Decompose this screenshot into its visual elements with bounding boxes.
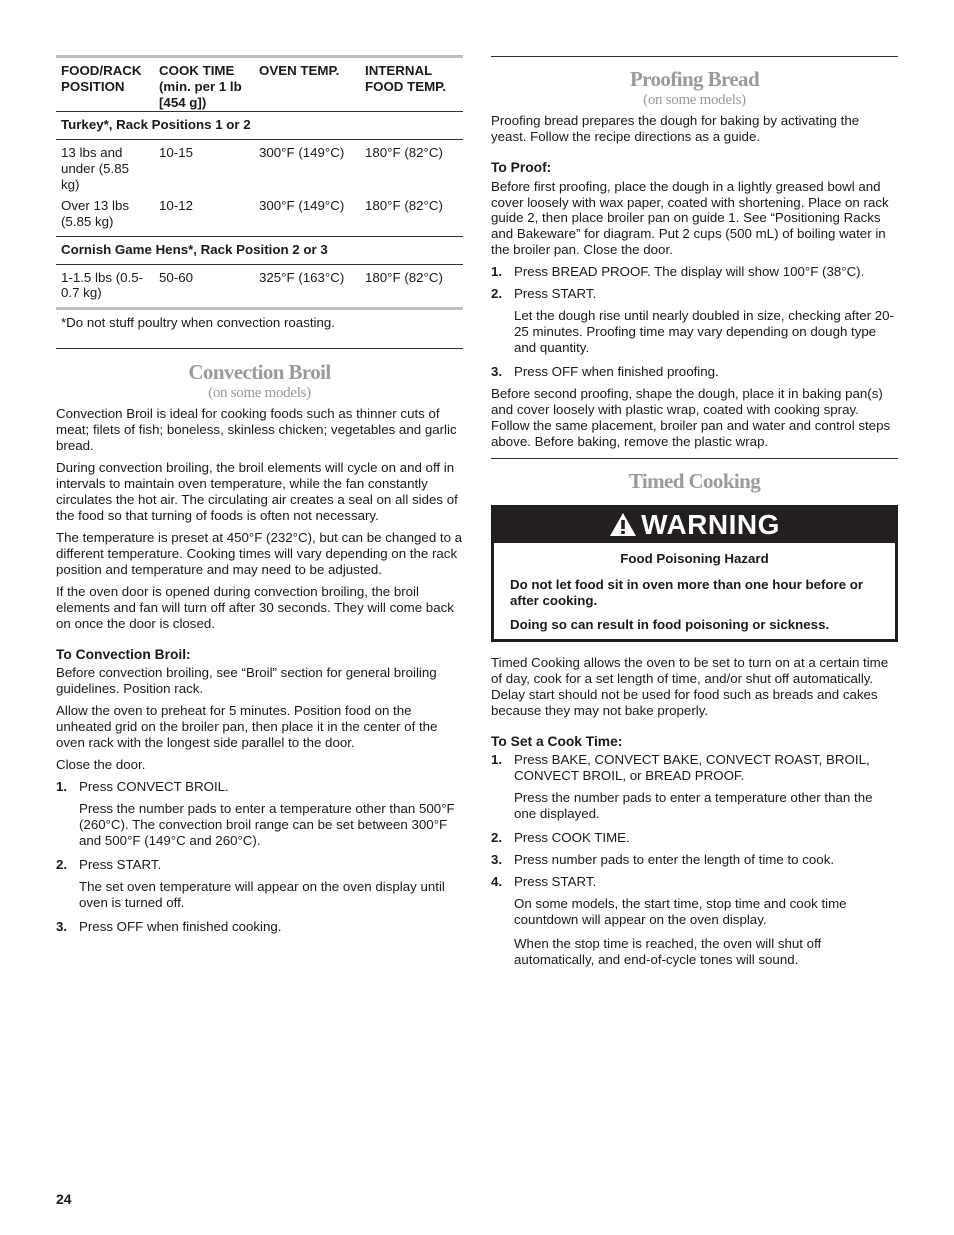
paragraph: Proofing bread prepares the dough for baking by activating the yeast. Follow the recipe directions as a guide. (491, 113, 860, 145)
warning-label: WARNING (641, 508, 780, 540)
warning-triangle-icon (609, 512, 637, 537)
right-column (491, 56, 898, 974)
roasting-chart-table (56, 58, 463, 307)
section-divider (491, 56, 898, 57)
table-cell: 180°F (82°C) (365, 144, 443, 160)
table-cell: Over 13 lbs (5.85 kg) (61, 197, 129, 229)
paragraph: Before first proofing, place the dough in a lightly greased bowl and cover loosely with wax paper, coated with shortening. Place on rack guide 2, then place broiler pan on guide 1. See “Positioning Racks and Bakeware” for diagram. Put 2 cups (500 mL) of boiling water in the broiler pan. Close the door. (491, 178, 889, 258)
table-cell: 1-1.5 lbs (0.5-0.7 kg) (61, 269, 144, 301)
group-heading: Cornish Game Hens*, Rack Position 2 or 3 (61, 241, 328, 257)
paragraph: Allow the oven to preheat for 5 minutes. Position food on the unheated grid on the broiler pan, then place it in the center of the oven rack with the longest side parallel to the door. (56, 703, 438, 751)
paragraph: Before second proofing, shape the dough, place it in baking pan(s) and cover loosely with plastic wrap, coated with cooking spray. Follow the same placement, broiler pan and water and control steps above. Before baking, remove the plastic wrap. (491, 386, 891, 449)
header-oven-temp: OVEN TEMP. (259, 63, 340, 78)
step-item: 3. Press number pads to enter the length of time to cook. (491, 851, 835, 867)
convection-broil-subtitle: (on some models) (208, 385, 311, 402)
warning-line: Doing so can result in food poisoning or sickness. (510, 616, 830, 632)
page-number: 24 (56, 1191, 72, 1207)
table-row (56, 193, 463, 236)
group-heading-row (56, 112, 463, 139)
section-divider (491, 458, 898, 459)
table-cell: 300°F (149°C) (259, 197, 345, 213)
group-heading-row (56, 237, 463, 264)
step-note: When the stop time is reached, the oven will shut off automatically, and end-of-cycle tones will sound. (514, 935, 822, 967)
convection-broil-title: Convection Broil (188, 360, 331, 385)
step-note: Press the number pads to enter a temperature other than 500°F (260°C). The convection broil range can be set between 300°F and 500°F (149°C and 260°C). (79, 801, 455, 848)
table-cell: 10-12 (159, 197, 194, 213)
step-item: 1. Press CONVECT BROIL. (56, 779, 229, 795)
step-item: 3. Press OFF when finished cooking. (56, 918, 282, 934)
step-item: 1. Press BAKE, CONVECT BAKE, CONVECT ROAST, BROIL, CONVECT BROIL, or BREAD PROOF. (491, 752, 870, 784)
table-cell: 50-60 (159, 269, 194, 285)
proofing-title: Proofing Bread (629, 67, 760, 91)
timed-howto-heading: To Set a Cook Time: (491, 733, 623, 749)
step-item: 2. Press START. (56, 856, 162, 872)
warning-box (491, 505, 898, 642)
paragraph: Close the door. (56, 757, 146, 773)
step-item: 2. Press COOK TIME. (491, 829, 630, 845)
timed-cooking-title: Timed Cooking (628, 468, 761, 493)
table-cell: 325°F (163°C) (259, 269, 345, 285)
header-internal-temp: INTERNAL FOOD TEMP. (365, 63, 447, 94)
proofing-howto-heading: To Proof: (491, 160, 552, 175)
group-heading: Turkey*, Rack Positions 1 or 2 (61, 116, 251, 132)
table-cell: 10-15 (159, 144, 194, 160)
warning-hazard: Food Poisoning Hazard (620, 550, 769, 566)
table-row (56, 140, 463, 193)
paragraph: During convection broiling, the broil elements will cycle on and off in intervals to maintain oven temperature, while the fan constantly circulates the hot air. The circulating air creates a seal on all sides of the food so that turning of foods is often not necessary. (56, 460, 458, 524)
table-cell: 180°F (82°C) (365, 197, 443, 213)
convection-broil-howto-heading: To Convection Broil: (56, 646, 191, 662)
step-note: The set oven temperature will appear on the oven display until oven is turned off. (79, 878, 445, 910)
paragraph: Convection Broil is ideal for cooking foods such as thinner cuts of meat; filets of fish; boneless, skinless chicken; vegetables and garlic bread. (56, 406, 457, 454)
paragraph: The temperature is preset at 450°F (232°C), but can be changed to a different temperature. Cooking times will vary depending on the rack position and temperature and may need to be adjusted. (56, 530, 463, 578)
step-note: Let the dough rise until nearly doubled in size, checking after 20-25 minutes. Proofing time may vary depending on dough type and quantity. (514, 308, 894, 356)
header-cook-time: COOK TIME (min. per 1 lb [454 g]) (159, 63, 242, 110)
table-cell: 300°F (149°C) (259, 144, 345, 160)
table-footnote: *Do not stuff poultry when convection roasting. (61, 315, 335, 331)
step-note: Press the number pads to enter a temperature other than the one displayed. (514, 790, 873, 821)
step-note: On some models, the start time, stop time and cook time countdown will appear on the oven display. (514, 895, 847, 927)
step-item: 2. Press START. (491, 286, 597, 302)
header-food-rack: FOOD/RACK POSITION (61, 63, 142, 94)
warning-line: Do not let food sit in oven more than one hour before or after cooking. (510, 576, 864, 608)
step-item: 1. Press BREAD PROOF. The display will show 100°F (38°C). (491, 264, 865, 280)
paragraph: If the oven door is opened during convection broiling, the broil elements and fan will turn off after 30 seconds. They will come back on once the door is closed. (56, 584, 454, 631)
step-item: 3. Press OFF when finished proofing. (491, 364, 719, 380)
table-row (56, 265, 463, 308)
table-cell: 13 lbs and under (5.85 kg) (61, 144, 130, 192)
proofing-subtitle: (on some models) (643, 92, 746, 109)
table-header-row (56, 58, 463, 111)
warning-header (494, 506, 895, 543)
paragraph: Before convection broiling, see “Broil” section for general broiling guidelines. Position rack. (56, 665, 437, 697)
step-item: 4. Press START. (491, 873, 597, 889)
section-divider (56, 348, 463, 349)
paragraph: Timed Cooking allows the oven to be set to turn on at a certain time of day, cook for a set length of time, and/or shut off automatically. Delay start should not be used for food such as breads and cakes because they may not bake properly. (491, 654, 889, 718)
table-cell: 180°F (82°C) (365, 269, 443, 285)
left-column (56, 55, 463, 941)
warning-body (494, 543, 895, 639)
